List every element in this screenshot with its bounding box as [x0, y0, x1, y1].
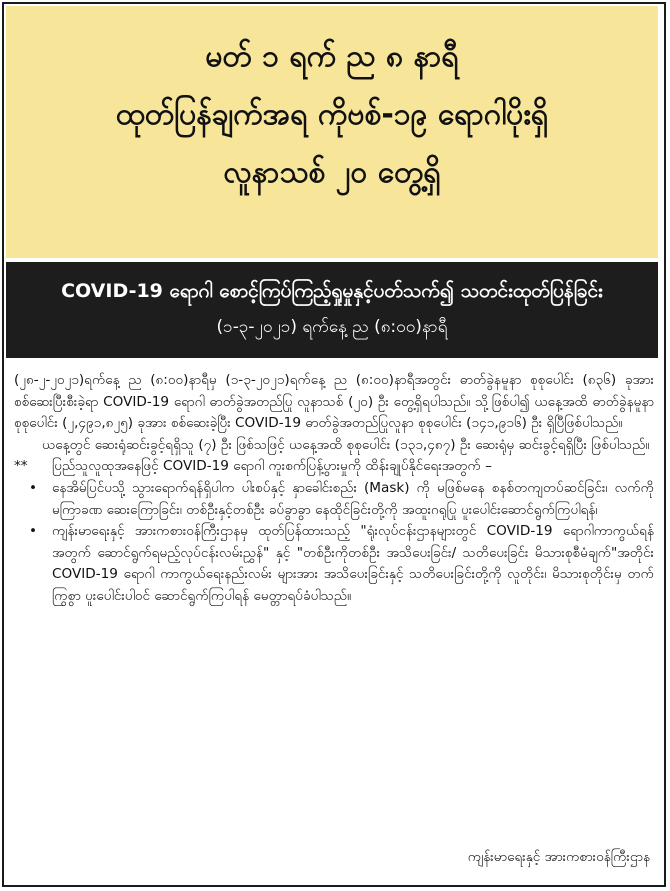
announcement-banner — [6, 262, 658, 358]
note-marker: ** — [14, 458, 28, 475]
body-paragraph-2: ယနေ့တွင် ဆေးရုံဆင်းခွင့်ရရှိသူ (၇) ဦး ဖြစ်သဖြင့် ယနေ့အထိ စုစုပေါင်း (၁၃၁,၄၈၇) ဦး ဆေးရုံမှ ဆင်းခွင့်ရရှိပြီး ဖြစ်ပါသည်။ — [42, 436, 650, 453]
advisory-note — [14, 456, 654, 478]
banner-title: COVID-19 ရောဂါ စောင့်ကြပ်ကြည့်ရှုမှုနှင့်ပတ်သက်၍ သတင်းထုတ်ပြန်ခြင်း — [61, 280, 603, 302]
headline-panel — [6, 6, 658, 258]
body-paragraph-1: (၂၈-၂-၂၀၂၁)ရက်နေ့ ည (၈:၀၀)နာရီမှ (၁-၃-၂၀၂၁)ရက်နေ့ ည (၈:၀၀)နာရီအတွင်း ဓာတ်ခွဲနမူနာ စုစုပေါင်း (၈၃၆) ခုအား စစ်ဆေးပြီးစီးခဲ့ရာ COVID-19 ရောဂါ ဓာတ်ခွဲအတည်ပြု လူနာသစ် (၂၀) ဦး တွေ့ရှိရပါသည်။ သို့ဖြစ်ပါ၍ ယနေ့အထိ ဓာတ်ခွဲနမူနာ စုစုပေါင်း (၂,၄၉၁,၈၂၅) ခုအား စစ်ဆေးခဲ့ပြီး COVID-19 ဓာတ်ခွဲအတည်ပြုလူနာ စုစုပေါင်း (၁၄၁,၉၁၆) ဦး ရှိပြီဖြစ်ပါသည်။ — [14, 372, 654, 432]
headline-line-1: မတ် ၁ ရက် ည ၈ နာရီ — [205, 39, 459, 74]
bullet-icon: • — [28, 523, 38, 540]
bullet-text-2: ကျန်းမာရေးနှင့် အားကစားဝန်ကြီးဌာနမှ ထုတ်ပြန်ထားသည့် "ရုံးလုပ်ငန်းဌာနများတွင် COVID-19 ရောဂါကာကွယ်ရန်အတွက် ဆောင်ရွက်ရမည့်လုပ်ငန်းလမ်းညွှန်" နှင့် "တစ်ဦးကိုတစ်ဦး အသိပေးခြင်း/ သတိပေးခြင်း မိသားစုစီမံချက်"အတိုင်း COVID-19 ရောဂါ ကာကွယ်ရေးနည်းလမ်း များအား အသိပေးခြင်းနှင့် သတိပေးခြင်းတို့ကို လူတိုင်း၊ မိသားစုတိုင်းမှ တက်ကြွစွာ ပူးပေါင်းပါဝင် ဆောင်ရွက်ကြပါရန် မေတ္တာရပ်ခံပါသည်။ — [52, 523, 654, 604]
bullet-item-1 — [14, 478, 654, 521]
banner-date: (၁-၃-၂၀၂၁) ရက်နေ့ ည (၈:၀၀)နာရီ — [216, 317, 448, 337]
bullet-icon: • — [28, 479, 38, 496]
issuer-signature: ကျန်းမာရေးနှင့် အားကစားဝန်ကြီးဌာန — [467, 849, 650, 865]
announcement-body — [14, 370, 654, 608]
headline-line-2: ထုတ်ပြန်ချက်အရ ကိုဗစ်-၁၉ ရောဂါပိုးရှိ — [115, 97, 549, 132]
note-text: ပြည်သူလူထုအနေဖြင့် COVID-19 ရောဂါ ကူးစက်ပြန့်ပွားမှုကို ထိန်းချုပ်နိုင်ရေးအတွက် – — [52, 458, 492, 475]
bullet-text-1: နေအိမ်ပြင်ပသို့ သွားရောက်ရန်ရှိပါက ပါးစပ်နှင့် နှာခေါင်းစည်း (Mask) ကို မဖြစ်မနေ စနစ်တကျတပ်ဆင်ခြင်း၊ လက်ကို မကြာခဏ ဆေးကြောခြင်း၊ တစ်ဦးနှင့်တစ်ဦး ခပ်ခွာခွာ နေထိုင်ခြင်းတို့ကို အထူးဂရုပြု ပူးပေါင်းဆောင်ရွက်ကြပါရန်၊ — [52, 479, 654, 518]
bullet-item-2 — [14, 521, 654, 607]
headline-line-3: လူနာသစ် ၂၀ တွေ့ရှိ — [223, 155, 441, 190]
